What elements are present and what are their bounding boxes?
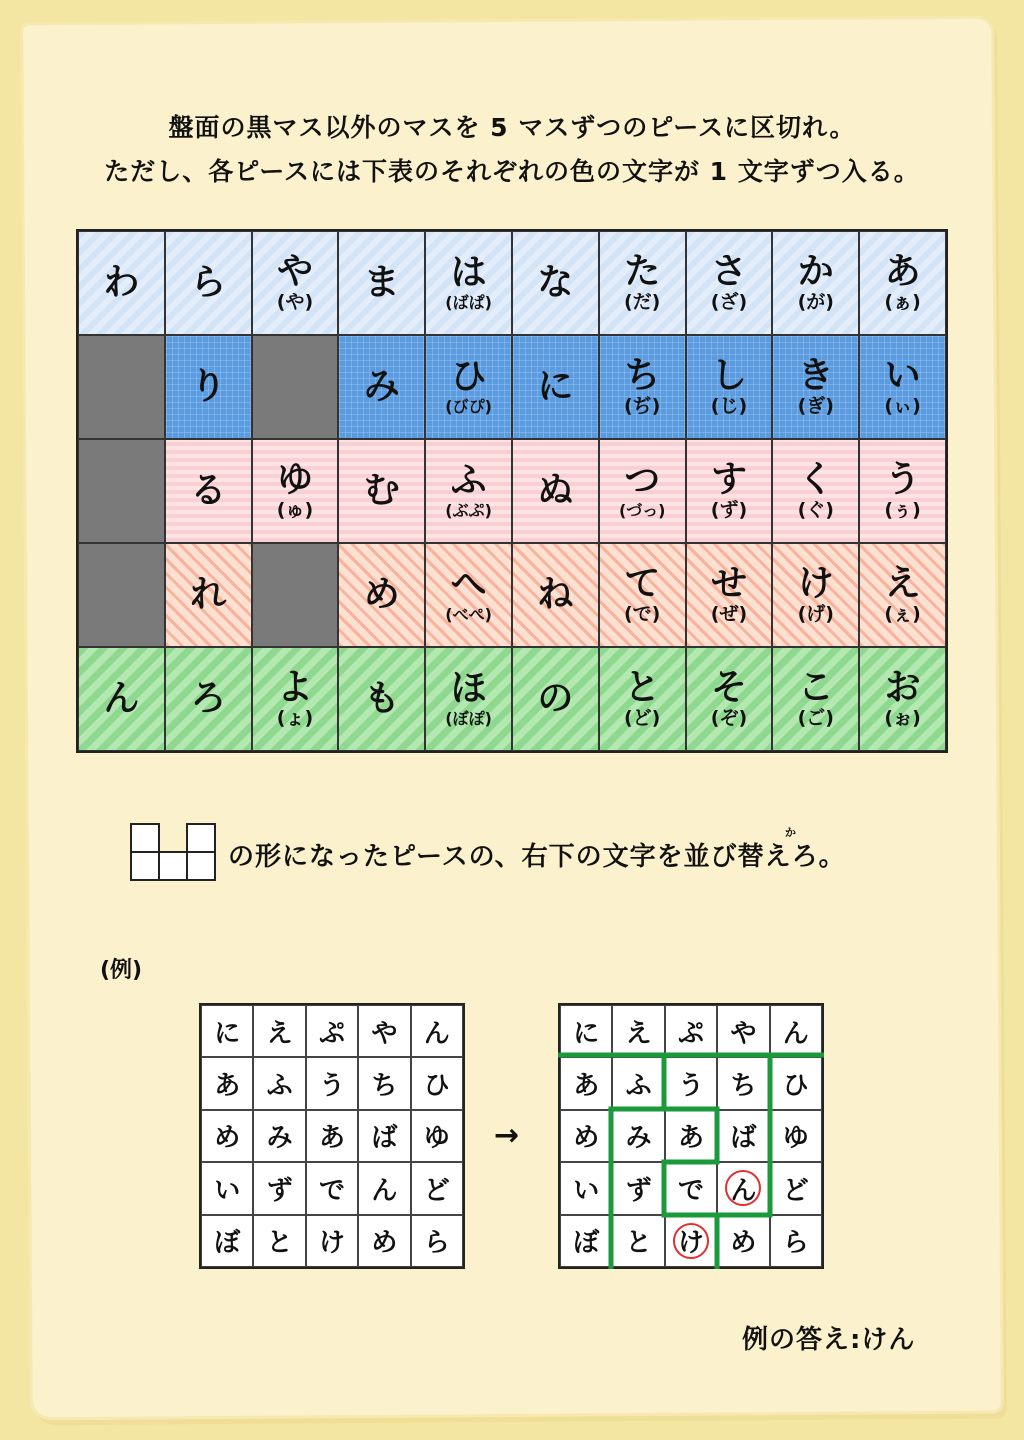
kana-main: て bbox=[624, 562, 661, 604]
shape-instruction: の形になったピースの、右下の文字を並び替えろ。 bbox=[228, 842, 846, 872]
kana-variants: (ご) bbox=[797, 707, 834, 730]
example-cell bbox=[253, 1057, 305, 1109]
example-char: ぼ bbox=[214, 1228, 241, 1259]
example-char: に bbox=[573, 1018, 600, 1049]
example-char: あ bbox=[318, 1123, 345, 1154]
example-char: ち bbox=[730, 1071, 757, 1102]
kana-cell bbox=[859, 335, 946, 439]
example-char: と bbox=[266, 1228, 293, 1259]
kana-main: と bbox=[624, 666, 661, 708]
kana-main: な bbox=[537, 262, 574, 304]
kana-main: そ bbox=[710, 666, 747, 708]
example-char: ば bbox=[730, 1123, 757, 1154]
example-char: ひ bbox=[782, 1071, 809, 1102]
kana-cell bbox=[425, 543, 512, 647]
kana-cell bbox=[512, 647, 599, 751]
example-cell bbox=[717, 1057, 769, 1109]
kana-cell bbox=[772, 543, 859, 647]
kana-variants: (ぉ) bbox=[884, 707, 921, 730]
example-cell-circled bbox=[665, 1215, 717, 1267]
kana-main: み bbox=[363, 366, 400, 408]
example-cell bbox=[253, 1110, 305, 1162]
kana-cell bbox=[338, 439, 425, 543]
kana-main: こ bbox=[797, 666, 834, 708]
example-char: ゆ bbox=[423, 1123, 450, 1154]
kana-main: に bbox=[537, 366, 574, 408]
example-cell bbox=[306, 1162, 358, 1214]
piece-shape-icon bbox=[130, 823, 216, 881]
kana-main: く bbox=[797, 458, 834, 500]
example-char: と bbox=[625, 1228, 652, 1259]
black-cell bbox=[252, 335, 339, 439]
kana-cell bbox=[338, 231, 425, 335]
example-cell bbox=[411, 1162, 463, 1214]
kana-variants: (ぁ) bbox=[884, 291, 921, 314]
kana-cell bbox=[512, 439, 599, 543]
kana-cell bbox=[859, 439, 946, 543]
kana-cell bbox=[165, 543, 252, 647]
kana-cell bbox=[686, 231, 773, 335]
kana-cell bbox=[512, 335, 599, 439]
kana-main: け bbox=[797, 562, 834, 604]
kana-variants: (じ) bbox=[710, 395, 748, 418]
kana-main: し bbox=[710, 354, 747, 396]
example-char: め bbox=[214, 1123, 241, 1154]
kana-main: ん bbox=[103, 678, 140, 720]
kana-cell bbox=[772, 647, 859, 751]
kana-table bbox=[76, 229, 948, 753]
example-char: や bbox=[371, 1018, 398, 1049]
example-cell bbox=[201, 1057, 253, 1109]
kana-main: や bbox=[276, 250, 313, 292]
kana-variants: (ばぱ) bbox=[445, 293, 492, 313]
example-cell bbox=[770, 1057, 822, 1109]
example-cell bbox=[717, 1005, 769, 1057]
kana-cell bbox=[252, 439, 339, 543]
example-char: や bbox=[730, 1018, 757, 1049]
kana-cell bbox=[165, 335, 252, 439]
example-cell bbox=[358, 1162, 410, 1214]
kana-cell bbox=[686, 647, 773, 751]
instruction-line-1: 盤面の黒マス以外のマスを 5 マスずつのピースに区切れ。 bbox=[168, 113, 856, 142]
black-cell bbox=[78, 439, 165, 543]
black-cell bbox=[78, 335, 165, 439]
example-char: ん bbox=[725, 1170, 761, 1206]
ruby-annotation: か bbox=[785, 826, 796, 839]
kana-variants: (ぢ) bbox=[624, 395, 661, 418]
example-cell bbox=[306, 1110, 358, 1162]
kana-cell bbox=[599, 543, 686, 647]
example-cell bbox=[612, 1162, 664, 1214]
kana-variants: (で) bbox=[624, 603, 661, 626]
kana-variants: (や) bbox=[276, 291, 314, 314]
kana-cell bbox=[338, 335, 425, 439]
example-char: う bbox=[318, 1071, 345, 1102]
kana-cell bbox=[338, 647, 425, 751]
example-cell bbox=[665, 1057, 717, 1109]
kana-cell bbox=[859, 647, 946, 751]
kana-variants: (ず) bbox=[710, 499, 748, 522]
example-char: で bbox=[677, 1175, 704, 1206]
example-cell bbox=[560, 1057, 612, 1109]
kana-cell bbox=[512, 543, 599, 647]
kana-cell bbox=[165, 231, 252, 335]
kana-variants: (ょ) bbox=[276, 707, 314, 730]
example-cell bbox=[770, 1162, 822, 1214]
kana-variants: (びぴ) bbox=[445, 397, 492, 417]
example-char: え bbox=[266, 1018, 293, 1049]
example-cell bbox=[770, 1215, 822, 1267]
black-cell bbox=[252, 543, 339, 647]
kana-main: よ bbox=[276, 666, 313, 708]
kana-variants: (げ) bbox=[797, 603, 834, 626]
kana-main: か bbox=[797, 250, 834, 292]
example-char: け bbox=[318, 1228, 345, 1259]
example-char: ひ bbox=[423, 1071, 450, 1102]
kana-main: の bbox=[537, 678, 574, 720]
kana-cell bbox=[686, 543, 773, 647]
example-cell bbox=[560, 1162, 612, 1214]
example-label: (例) bbox=[100, 958, 143, 983]
kana-main: れ bbox=[190, 574, 227, 616]
example-char: ぷ bbox=[318, 1018, 345, 1049]
kana-main: ふ bbox=[450, 460, 487, 502]
example-char: ら bbox=[423, 1228, 450, 1259]
example-char: ん bbox=[423, 1018, 450, 1049]
example-char: い bbox=[214, 1175, 241, 1206]
example-char: ぷ bbox=[677, 1018, 704, 1049]
example-char: あ bbox=[573, 1071, 600, 1102]
kana-main: す bbox=[710, 458, 747, 500]
kana-variants: (べぺ) bbox=[445, 605, 492, 625]
kana-main: さ bbox=[710, 250, 747, 292]
kana-variants: (ど) bbox=[624, 707, 661, 730]
kana-main: う bbox=[884, 458, 921, 500]
example-cell bbox=[717, 1110, 769, 1162]
kana-main: せ bbox=[710, 562, 747, 604]
kana-cell bbox=[686, 335, 773, 439]
example-cell bbox=[665, 1162, 717, 1214]
instruction-line-2: ただし、各ピースには下表のそれぞれの色の文字が 1 文字ずつ入る。 bbox=[104, 157, 920, 186]
example-char: え bbox=[625, 1018, 652, 1049]
example-char: ち bbox=[371, 1071, 398, 1102]
kana-main: え bbox=[884, 562, 921, 604]
example-char: に bbox=[214, 1018, 241, 1049]
arrow-right-icon: → bbox=[494, 1118, 520, 1153]
example-char: ぼ bbox=[573, 1228, 600, 1259]
example-char: で bbox=[318, 1175, 345, 1206]
example-char: め bbox=[730, 1228, 757, 1259]
kana-cell bbox=[78, 231, 165, 335]
example-cell bbox=[665, 1005, 717, 1057]
kana-cell bbox=[252, 231, 339, 335]
example-answer: 例の答え:けん bbox=[742, 1325, 916, 1355]
kana-cell bbox=[425, 647, 512, 751]
kana-cell bbox=[425, 439, 512, 543]
kana-main: ほ bbox=[450, 668, 487, 710]
kana-cell bbox=[338, 543, 425, 647]
kana-cell bbox=[599, 647, 686, 751]
kana-cell bbox=[859, 543, 946, 647]
kana-variants: (ぇ) bbox=[884, 603, 921, 626]
kana-main: お bbox=[884, 666, 921, 708]
kana-variants: (ぐ) bbox=[797, 499, 834, 522]
example-cell-circled bbox=[717, 1162, 769, 1214]
kana-main: わ bbox=[103, 262, 140, 304]
kana-cell bbox=[599, 439, 686, 543]
example-cell bbox=[717, 1215, 769, 1267]
kana-variants: (ざ) bbox=[710, 291, 748, 314]
example-char: ど bbox=[423, 1175, 450, 1206]
example-cell bbox=[306, 1005, 358, 1057]
example-cell bbox=[411, 1057, 463, 1109]
kana-main: き bbox=[797, 354, 834, 396]
example-char: ふ bbox=[266, 1071, 293, 1102]
example-cell bbox=[612, 1215, 664, 1267]
kana-main: ま bbox=[363, 262, 400, 304]
kana-main: た bbox=[624, 250, 661, 292]
example-char: み bbox=[625, 1123, 652, 1154]
example-char: ず bbox=[266, 1175, 293, 1206]
kana-cell bbox=[686, 439, 773, 543]
example-char: あ bbox=[214, 1071, 241, 1102]
kana-variants: (ぅ) bbox=[884, 499, 921, 522]
example-cell bbox=[253, 1005, 305, 1057]
example-cell bbox=[560, 1005, 612, 1057]
kana-cell bbox=[165, 439, 252, 543]
example-cell bbox=[612, 1005, 664, 1057]
example-char: け bbox=[673, 1223, 709, 1259]
example-cell bbox=[358, 1110, 410, 1162]
example-cell bbox=[306, 1215, 358, 1267]
example-char: あ bbox=[677, 1123, 704, 1154]
kana-main: ち bbox=[624, 354, 661, 396]
kana-main: り bbox=[190, 366, 227, 408]
kana-cell bbox=[772, 335, 859, 439]
example-cell bbox=[253, 1162, 305, 1214]
kana-main: は bbox=[450, 252, 487, 294]
kana-main: ゆ bbox=[276, 458, 313, 500]
kana-main: ろ bbox=[190, 678, 227, 720]
kana-cell bbox=[772, 231, 859, 335]
kana-main: ね bbox=[537, 574, 574, 616]
example-char: ゆ bbox=[782, 1123, 809, 1154]
kana-variants: (ぎ) bbox=[797, 395, 834, 418]
example-cell bbox=[770, 1110, 822, 1162]
kana-main: ら bbox=[190, 262, 227, 304]
kana-main: る bbox=[190, 470, 227, 512]
example-char: め bbox=[371, 1228, 398, 1259]
example-cell bbox=[612, 1057, 664, 1109]
kana-main: い bbox=[884, 354, 921, 396]
kana-variants: (ぃ) bbox=[884, 395, 921, 418]
kana-main: む bbox=[363, 470, 400, 512]
example-char: ら bbox=[782, 1228, 809, 1259]
kana-main: へ bbox=[450, 564, 487, 606]
example-cell bbox=[560, 1110, 612, 1162]
example-cell bbox=[612, 1110, 664, 1162]
example-char: ず bbox=[625, 1175, 652, 1206]
kana-variants: (ぞ) bbox=[710, 707, 748, 730]
kana-cell bbox=[512, 231, 599, 335]
kana-cell bbox=[772, 439, 859, 543]
example-cell bbox=[201, 1110, 253, 1162]
example-cell bbox=[358, 1005, 410, 1057]
example-grid-before bbox=[199, 1003, 465, 1269]
kana-cell bbox=[78, 647, 165, 751]
kana-variants: (づっ) bbox=[618, 501, 666, 521]
example-char: い bbox=[573, 1175, 600, 1206]
example-cell bbox=[770, 1005, 822, 1057]
example-cell bbox=[358, 1057, 410, 1109]
example-cell bbox=[201, 1005, 253, 1057]
kana-cell bbox=[599, 335, 686, 439]
kana-variants: (が) bbox=[797, 291, 834, 314]
kana-main: も bbox=[363, 678, 400, 720]
kana-cell bbox=[165, 647, 252, 751]
kana-main: ひ bbox=[450, 356, 487, 398]
example-char: ど bbox=[782, 1175, 809, 1206]
example-char: ふ bbox=[625, 1071, 652, 1102]
kana-variants: (ぼぽ) bbox=[445, 709, 492, 729]
kana-cell bbox=[599, 231, 686, 335]
kana-main: め bbox=[363, 574, 400, 616]
example-char: み bbox=[266, 1123, 293, 1154]
example-cell bbox=[411, 1215, 463, 1267]
kana-main: ぬ bbox=[537, 470, 574, 512]
black-cell bbox=[78, 543, 165, 647]
example-cell bbox=[201, 1162, 253, 1214]
kana-main: つ bbox=[624, 460, 661, 502]
example-cell bbox=[253, 1215, 305, 1267]
example-cell bbox=[411, 1005, 463, 1057]
example-cell bbox=[560, 1215, 612, 1267]
kana-cell bbox=[252, 647, 339, 751]
kana-cell bbox=[425, 335, 512, 439]
kana-variants: (ぜ) bbox=[710, 603, 748, 626]
kana-variants: (ぶぷ) bbox=[445, 501, 492, 521]
example-char: ん bbox=[371, 1175, 398, 1206]
example-cell bbox=[201, 1215, 253, 1267]
example-char: ん bbox=[782, 1018, 809, 1049]
example-char: う bbox=[677, 1071, 704, 1102]
kana-variants: (ゅ) bbox=[276, 499, 314, 522]
kana-cell bbox=[425, 231, 512, 335]
example-char: め bbox=[573, 1123, 600, 1154]
example-grid-after bbox=[558, 1003, 824, 1269]
example-cell bbox=[411, 1110, 463, 1162]
example-char: ば bbox=[371, 1123, 398, 1154]
kana-variants: (だ) bbox=[624, 291, 661, 314]
example-cell bbox=[358, 1215, 410, 1267]
kana-main: あ bbox=[884, 250, 921, 292]
kana-cell bbox=[859, 231, 946, 335]
example-cell bbox=[306, 1057, 358, 1109]
example-cell bbox=[665, 1110, 717, 1162]
